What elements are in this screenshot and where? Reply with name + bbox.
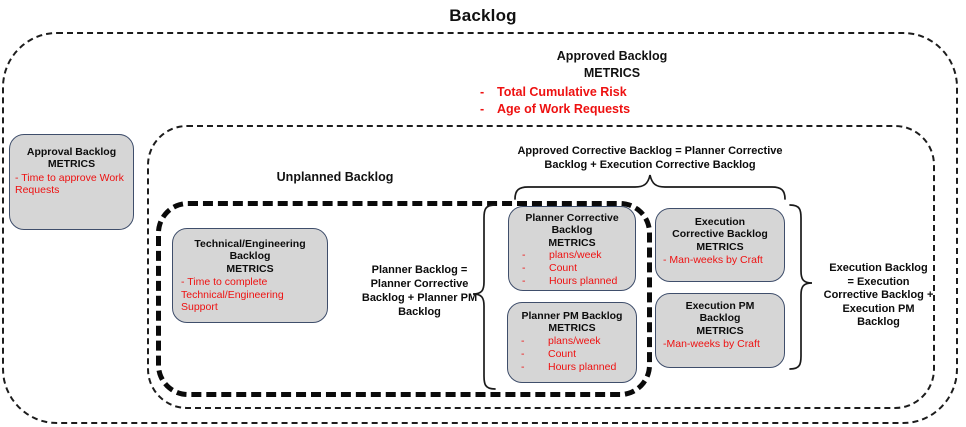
approval-backlog-metrics-box [9,134,134,230]
planner-pm-bullet-1: plans/week [548,334,601,347]
planner-pm-bullet-2: Count [548,347,577,360]
execution-corrective-heading-line3: METRICS [696,240,744,253]
approved-backlog-metric-1: Total Cumulative Risk [497,85,627,99]
planner-corrective-bullet-1: plans/week [549,249,602,262]
bullet-dash: - [480,85,485,99]
tech-box-heading-line1: Technical/Engineering [194,238,306,250]
planner-corrective-heading-line3: METRICS [548,236,596,249]
planner-corrective-bullet-2: Count [549,262,578,275]
planner-corrective-bullet [509,249,635,262]
bullet-dash: - [521,334,525,347]
execution-pm-heading-line1: Execution PM [685,300,755,312]
execution-formula-line5: Backlog [857,316,900,328]
planner-corrective-bullet [509,275,635,288]
approved-backlog-heading-line1: Approved Backlog [556,49,668,63]
approval-box-metric: - Time to approve Work Requests [15,171,124,197]
execution-formula-line3: Corrective Backlog + [823,289,934,301]
tech-box-heading-line2: Backlog [229,250,271,263]
planner-corrective-bullet [509,262,635,275]
tech-box-metric: - Time to complete Technical/Engineering Support [181,276,284,314]
execution-pm-backlog-metrics-box [655,293,785,368]
planner-corrective-heading-line2: Backlog [551,224,593,237]
approved-corrective-brace [514,172,786,200]
planner-corrective-heading-line1: Planner Corrective [525,212,619,224]
planner-corrective-backlog-metrics-box [508,206,636,291]
approved-backlog-metric-item [480,84,630,101]
execution-formula-line1: Execution Backlog [829,262,928,274]
bullet-dash: - [522,262,526,275]
bullet-dash: - [522,249,526,262]
execution-corrective-backlog-metrics-box [655,208,785,282]
planner-pm-heading-line1: Planner PM Backlog [521,310,623,322]
approval-box-heading-line1: Approval Backlog [26,146,117,158]
planner-pm-heading-line2: METRICS [548,322,596,335]
execution-formula-line2: = Execution [847,275,910,288]
planner-formula-line4: Backlog [398,306,441,318]
tech-box-heading-line3: METRICS [226,262,274,275]
approved-backlog-metrics-list [480,84,630,118]
execution-pm-metric: -Man-weeks by Craft [663,338,760,351]
planner-pm-bullet [508,335,636,348]
execution-backlog-brace [788,204,814,370]
planner-pm-bullet-3: Hours planned [548,360,617,373]
execution-formula-line4: Execution PM [842,302,915,315]
page-title: Backlog [449,6,517,25]
approved-corrective-formula-line1: Approved Corrective Backlog = Planner Corrective [517,145,783,157]
planner-pm-bullet [508,361,636,374]
technical-engineering-backlog-metrics-box [172,228,328,323]
approval-box-heading-line2: METRICS [47,158,96,171]
planner-formula-line2: Planner Corrective [370,278,469,290]
approved-corrective-formula [480,144,820,172]
execution-backlog-formula [806,262,951,330]
planner-pm-backlog-metrics-box [507,302,637,383]
bullet-dash: - [522,275,526,288]
planner-pm-bullet [508,348,636,361]
planner-formula-line1: Planner Backlog = [371,264,468,276]
execution-corrective-heading-line2: Corrective Backlog [672,228,768,241]
approved-backlog-metric-item [480,101,630,118]
approved-backlog-heading-line2: METRICS [583,66,641,80]
approved-backlog-metrics-heading [432,48,792,82]
planner-formula-line3: Backlog + Planner PM [361,292,478,304]
bullet-dash: - [521,347,525,360]
unplanned-backlog-label: Unplanned Backlog [276,170,394,184]
approved-backlog-metric-2: Age of Work Requests [497,102,631,116]
execution-pm-heading-line3: METRICS [696,324,744,337]
planner-corrective-bullet-3: Hours planned [549,275,618,288]
bullet-dash: - [521,360,525,373]
execution-corrective-heading-line1: Execution [694,216,746,228]
execution-pm-heading-line2: Backlog [699,312,741,325]
bullet-dash: - [480,102,485,116]
execution-corrective-metric: - Man-weeks by Craft [663,254,763,267]
approved-corrective-formula-line2: Backlog + Execution Corrective Backlog [544,159,756,171]
planner-backlog-brace [471,204,497,390]
